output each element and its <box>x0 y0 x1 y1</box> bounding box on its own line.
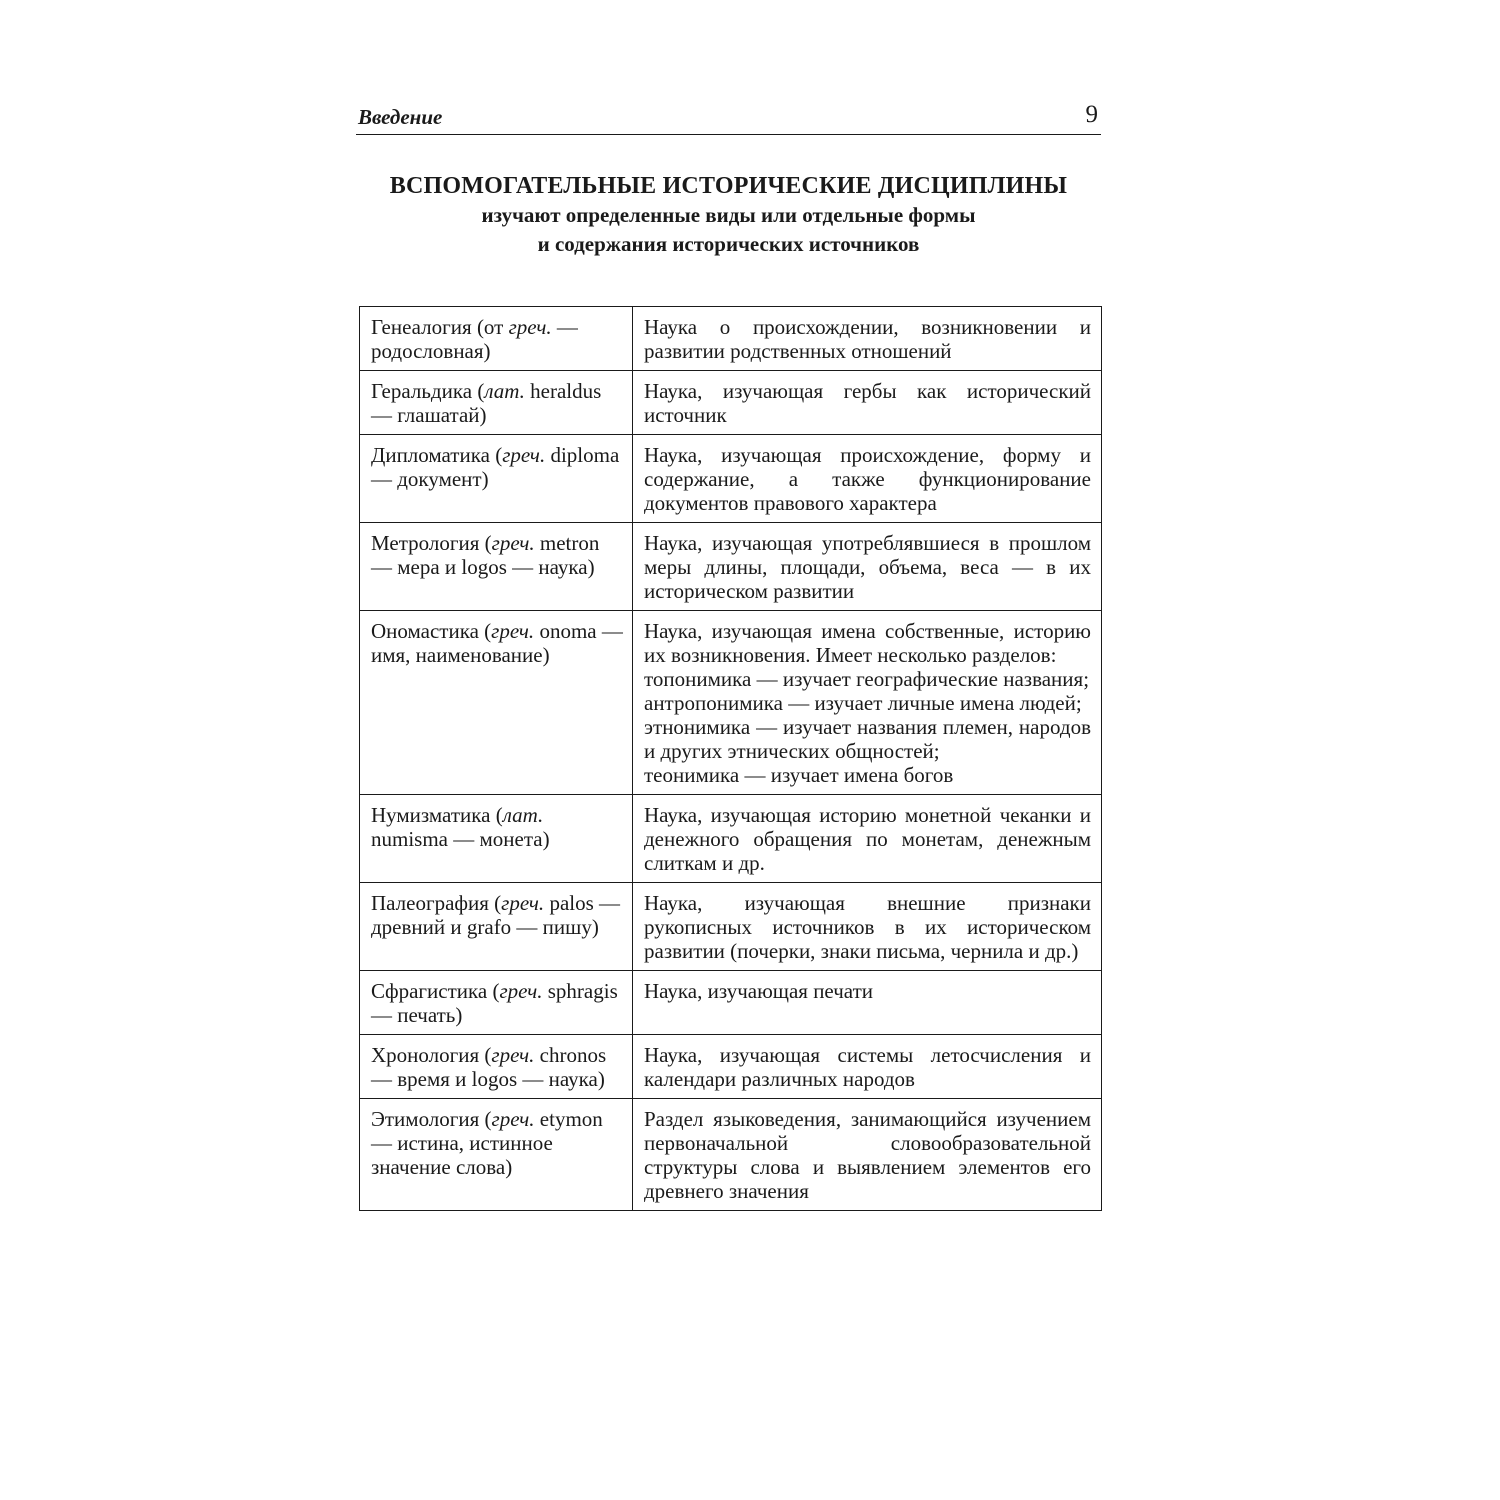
origin-open: ( <box>472 379 485 403</box>
discipline-name: Хронология <box>371 1043 480 1067</box>
discipline-term-cell <box>360 883 633 971</box>
discipline-definition-cell <box>633 307 1102 371</box>
language-abbr: греч. <box>508 315 552 339</box>
discipline-definition-cell <box>633 523 1102 611</box>
table-title <box>356 171 1101 259</box>
definition-text: Наука, изучающая употреблявшиеся в прошлом меры длины, площади, объема, веса — в их историческом развитии <box>644 531 1091 603</box>
definition-text: антропонимика — изучает личные имена людей; <box>644 691 1082 715</box>
discipline-term-cell <box>360 307 633 371</box>
definition-text: Наука, изучающая гербы как исторический источник <box>644 379 1091 427</box>
discipline-name: Метрология <box>371 531 480 555</box>
origin-open: ( <box>487 979 500 1003</box>
discipline-definition-cell <box>633 971 1102 1035</box>
discipline-term-cell <box>360 971 633 1035</box>
section-title: Введение <box>358 105 443 129</box>
title-subtitle-line-1: изучают определенные виды или отдельные формы <box>481 203 976 227</box>
discipline-term-cell <box>360 523 633 611</box>
origin-open: ( <box>479 1107 492 1131</box>
language-abbr: греч. <box>502 443 546 467</box>
discipline-name: Дипломатика <box>371 443 490 467</box>
definition-text: Наука о происхождении, возникновении и развитии родственных отношений <box>644 315 1091 363</box>
discipline-name: Палеография <box>371 891 489 915</box>
origin-open: (от <box>471 315 509 339</box>
etymology: sphragis — печать) <box>371 979 618 1027</box>
discipline-name: Нумизматика <box>371 803 491 827</box>
etymology: onoma — имя, наименование) <box>371 619 623 667</box>
table-row <box>360 795 1102 883</box>
definition-text: этнонимика — изучает названия племен, народов и других этнических общностей; <box>644 715 1091 763</box>
etymology: etymon — истина, истинное значение слова) <box>371 1107 603 1179</box>
discipline-name: Ономастика <box>371 619 479 643</box>
discipline-name: Этимология <box>371 1107 480 1131</box>
etymology: diploma — документ) <box>371 443 620 491</box>
discipline-name: Геральдика <box>371 379 473 403</box>
discipline-definition-cell <box>633 883 1102 971</box>
page-number: 9 <box>1085 101 1098 128</box>
discipline-definition-cell <box>633 795 1102 883</box>
origin-open: ( <box>479 1043 492 1067</box>
definition-text: Наука, изучающая имена собственные, историю их возникновения. Имеет несколько разделов: <box>644 619 1091 667</box>
language-abbr: греч. <box>499 979 543 1003</box>
etymology: numisma — монета) <box>371 827 550 851</box>
table-row <box>360 307 1102 371</box>
title-main: ВСПОМОГАТЕЛЬНЫЕ ИСТОРИЧЕСКИЕ ДИСЦИПЛИНЫ <box>389 173 1068 199</box>
etymology: metron — мера и logos — наука) <box>371 531 600 579</box>
language-abbr: греч. <box>491 1107 535 1131</box>
origin-open: ( <box>478 619 492 643</box>
discipline-name: Сфрагистика <box>371 979 488 1003</box>
discipline-term-cell <box>360 611 633 795</box>
table-row <box>360 883 1102 971</box>
definition-text: топонимика — изучает географические названия; <box>644 667 1090 691</box>
origin-open: ( <box>479 531 492 555</box>
table-row <box>360 371 1102 435</box>
discipline-term-cell <box>360 371 633 435</box>
book-page <box>356 100 1101 1203</box>
definition-text: Наука, изучающая историю монетной чеканки и денежного обращения по монетам, денежным слиткам и др. <box>644 803 1091 875</box>
discipline-definition-cell <box>633 1035 1102 1099</box>
etymology: heraldus — глашатай) <box>371 379 602 427</box>
language-abbr: греч. <box>491 531 535 555</box>
definition-text: Наука, изучающая происхождение, форму и содержание, а также функционирование документов правового характера <box>644 443 1091 515</box>
discipline-definition-cell <box>633 1099 1102 1211</box>
discipline-definition-cell <box>633 611 1102 795</box>
discipline-term-cell <box>360 1099 633 1211</box>
language-abbr: греч. <box>491 619 535 643</box>
table-row <box>360 611 1102 795</box>
definition-text: теонимика — изучает имена богов <box>644 763 954 787</box>
table-row <box>360 523 1102 611</box>
definition-text: Наука, изучающая печати <box>644 979 873 1003</box>
origin-open: ( <box>489 443 503 467</box>
table-row <box>360 435 1102 523</box>
discipline-definition-cell <box>633 435 1102 523</box>
running-header <box>356 100 1101 135</box>
discipline-term-cell <box>360 1035 633 1099</box>
language-abbr: греч. <box>491 1043 535 1067</box>
title-subtitle-line-2: и содержания исторических источников <box>537 232 920 256</box>
etymology: chronos — время и logos — наука) <box>371 1043 607 1091</box>
table-row <box>360 971 1102 1035</box>
etymology: palos — древний и grafo — пишу) <box>371 891 621 939</box>
origin-open: ( <box>490 803 503 827</box>
definition-text: Наука, изучающая системы летосчисления и календари различных народов <box>644 1043 1091 1091</box>
origin-open: ( <box>488 891 502 915</box>
language-abbr: лат. <box>484 379 525 403</box>
etymology: — родословная) <box>371 315 578 363</box>
discipline-definition-cell <box>633 371 1102 435</box>
disciplines-table <box>359 306 1102 1211</box>
definition-text: Наука, изучающая внешние признаки рукописных источников в их историческом развитии (почерки, знаки письма, чернила и др.) <box>644 891 1091 963</box>
definition-text: Раздел языковедения, занимающийся изучением первоначальной словообразовательной структуры слова и выявлением элементов его древнего значения <box>644 1107 1091 1203</box>
language-abbr: лат. <box>502 803 544 827</box>
discipline-term-cell <box>360 435 633 523</box>
discipline-name: Генеалогия <box>371 315 472 339</box>
discipline-term-cell <box>360 795 633 883</box>
table-row <box>360 1035 1102 1099</box>
language-abbr: греч. <box>501 891 545 915</box>
table-row <box>360 1099 1102 1211</box>
